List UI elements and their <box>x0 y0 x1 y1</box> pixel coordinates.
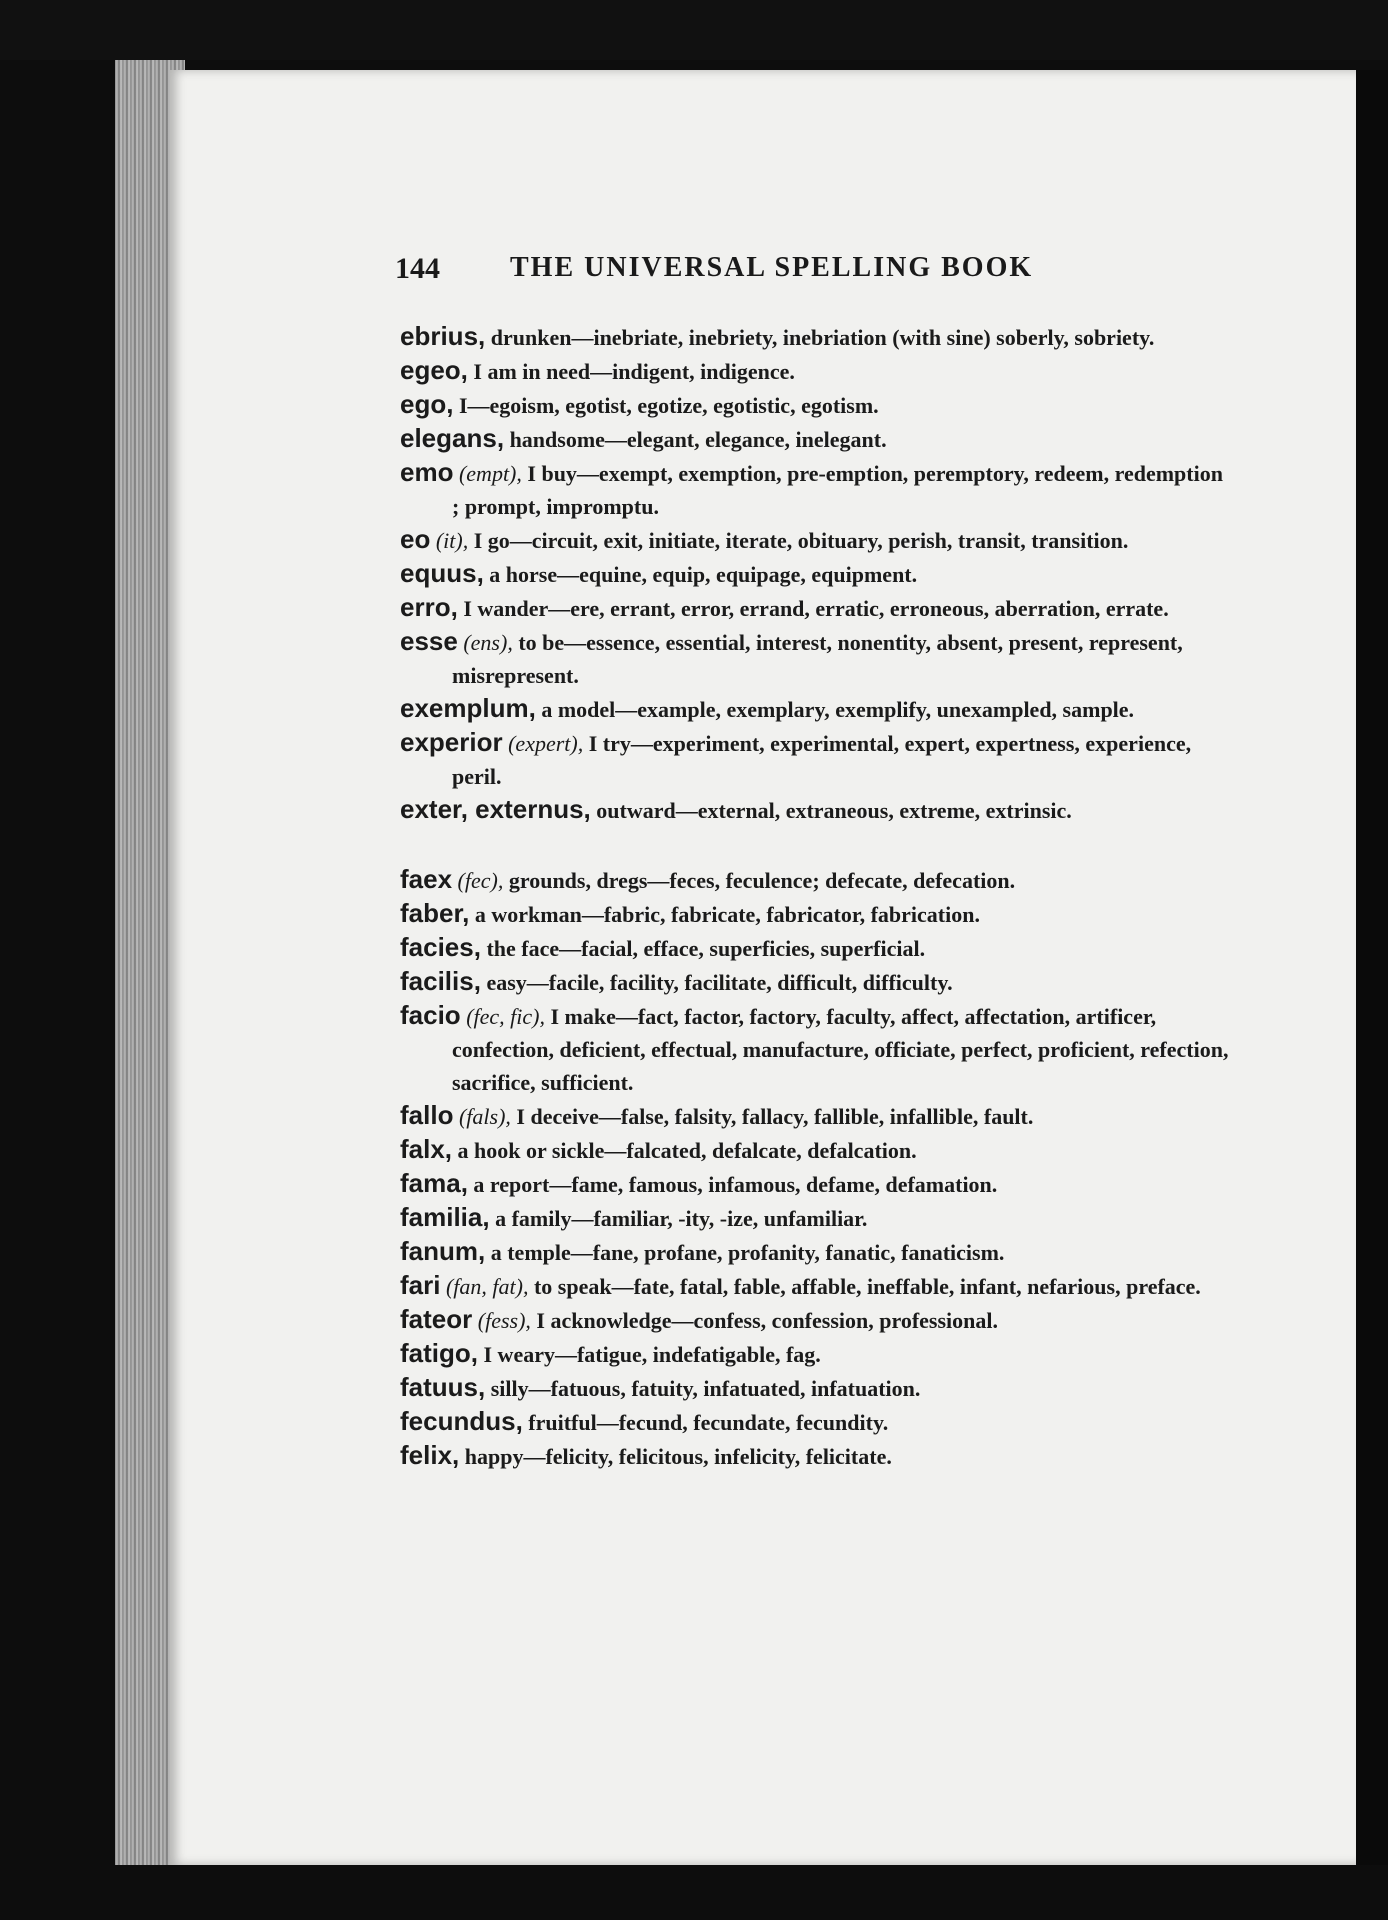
dictionary-entry <box>400 1269 1230 1303</box>
entry-definition: I try—experiment, experimental, expert, expertness, experience, peril. <box>452 731 1192 789</box>
dictionary-entry <box>400 863 1230 897</box>
entry-headword: facies, <box>400 932 481 962</box>
entry-headword: equus, <box>400 558 484 588</box>
entry-headword: exter, externus, <box>400 794 591 824</box>
entry-headword: fallo <box>400 1100 454 1130</box>
scan-right-edge <box>1356 70 1388 1865</box>
entry-headword: erro, <box>400 592 458 622</box>
entry-root-note: (empt), <box>453 461 522 486</box>
entry-headword: fatuus, <box>400 1372 486 1402</box>
entry-headword: esse <box>400 626 458 656</box>
entry-definition: a hook or sickle—falcated, defalcate, defalcation. <box>452 1138 917 1163</box>
dictionary-entry <box>400 1167 1230 1201</box>
entry-headword: egeo, <box>400 355 468 385</box>
entry-definition: handsome—elegant, elegance, inelegant. <box>504 427 887 452</box>
entry-definition: to speak—fate, fatal, fable, affable, ineffable, infant, nefarious, preface. <box>528 1274 1201 1299</box>
entry-root-note: (fec), <box>452 868 504 893</box>
dictionary-entry <box>400 1337 1230 1371</box>
entry-headword: faber, <box>400 898 470 928</box>
entry-definition: I—egoism, egotist, egotize, egotistic, egotism. <box>453 393 879 418</box>
dictionary-entry <box>400 557 1230 591</box>
entry-definition: I make—fact, factor, factory, faculty, affect, affectation, artificer, confection, deficient, effectual, manufacture, officiate, perfect, proficient, refection, sacrifice, sufficient. <box>452 1004 1229 1095</box>
entry-headword: fatigo, <box>400 1338 478 1368</box>
entry-root-note: (ens), <box>457 630 513 655</box>
entry-definition: grounds, dregs—feces, feculence; defecate, defecation. <box>503 868 1016 893</box>
entry-root-note: (fess), <box>472 1308 531 1333</box>
dictionary-entry <box>400 354 1230 388</box>
dictionary-entry <box>400 1303 1230 1337</box>
entry-definition: a report—fame, famous, infamous, defame, defamation. <box>467 1172 998 1197</box>
entry-definition: a workman—fabric, fabricate, fabricator, fabrication. <box>469 902 980 927</box>
entry-headword: fama, <box>400 1168 468 1198</box>
entry-headword: faex <box>400 864 453 894</box>
entry-definition: the face—facial, efface, superficies, superficial. <box>480 936 926 961</box>
dictionary-entry <box>400 726 1230 793</box>
dictionary-entry <box>400 320 1230 354</box>
scan-background <box>0 0 1388 60</box>
dictionary-entry <box>400 1371 1230 1405</box>
entry-headword: fanum, <box>400 1236 486 1266</box>
entry-definition: I acknowledge—confess, confession, professional. <box>530 1308 999 1333</box>
dictionary-entry <box>400 931 1230 965</box>
entry-definition: silly—fatuous, fatuity, infatuated, infatuation. <box>485 1376 921 1401</box>
entry-headword: familia, <box>400 1202 490 1232</box>
entry-headword: felix, <box>400 1440 460 1470</box>
page-number: 144 <box>395 252 440 285</box>
entry-definition: I wander—ere, errant, error, errand, erratic, erroneous, aberration, errate. <box>457 596 1169 621</box>
entry-headword: falx, <box>400 1134 453 1164</box>
entry-root-note: (fec, fic), <box>460 1004 545 1029</box>
dictionary-entry <box>400 692 1230 726</box>
dictionary-entry <box>400 591 1230 625</box>
dictionary-entry <box>400 1405 1230 1439</box>
entry-headword: fateor <box>400 1304 473 1334</box>
dictionary-entry <box>400 456 1230 523</box>
entry-headword: emo <box>400 457 454 487</box>
entry-headword: ebrius, <box>400 321 486 351</box>
dictionary-entry <box>400 1235 1230 1269</box>
entry-definition: to be—essence, essential, interest, nonentity, absent, present, represent, misrepresent. <box>452 630 1183 688</box>
entry-definition: a horse—equine, equip, equipage, equipment. <box>483 562 918 587</box>
dictionary-entry <box>400 523 1230 557</box>
entry-definition: drunken—inebriate, inebriety, inebriation (with sine) soberly, sobriety. <box>485 325 1155 350</box>
entry-definition: outward—external, extraneous, extreme, extrinsic. <box>590 798 1072 823</box>
dictionary-entry <box>400 1439 1230 1473</box>
entry-definition: a family—familiar, -ity, -ize, unfamiliar. <box>489 1206 868 1231</box>
entry-definition: happy—felicity, felicitous, infelicity, felicitate. <box>459 1444 892 1469</box>
entry-definition: I weary—fatigue, indefatigable, fag. <box>478 1342 821 1367</box>
entry-definition: fruitful—fecund, fecundate, fecundity. <box>522 1410 889 1435</box>
entry-root-note: (fan, fat), <box>440 1274 529 1299</box>
entry-definition: a model—example, exemplary, exemplify, unexampled, sample. <box>535 697 1135 722</box>
entry-definition: easy—facile, facility, facilitate, difficult, difficulty. <box>480 970 953 995</box>
entry-headword: elegans, <box>400 423 505 453</box>
entry-headword: eo <box>400 524 431 554</box>
entry-root-note: (expert), <box>502 731 584 756</box>
entry-definition: I deceive—false, falsity, fallacy, fallible, infallible, fault. <box>510 1104 1034 1129</box>
dictionary-entry <box>400 388 1230 422</box>
entry-headword: exemplum, <box>400 693 536 723</box>
entry-definition: I go—circuit, exit, initiate, iterate, obituary, perish, transit, transition. <box>468 528 1129 553</box>
entry-headword: facio <box>400 1000 461 1030</box>
dictionary-entry <box>400 1201 1230 1235</box>
entry-headword: experior <box>400 727 503 757</box>
entry-definition: I am in need—indigent, indigence. <box>467 359 795 384</box>
dictionary-entry <box>400 965 1230 999</box>
entry-headword: ego, <box>400 389 454 419</box>
dictionary-entry <box>400 897 1230 931</box>
dictionary-entry <box>400 793 1230 827</box>
page-header <box>395 252 1095 286</box>
entry-root-note: (it), <box>430 528 469 553</box>
entry-root-note: (fals), <box>453 1104 511 1129</box>
dictionary-entry <box>400 625 1230 692</box>
dictionary-entries <box>400 320 1230 1473</box>
entry-definition: I buy—exempt, exemption, pre-emption, peremptory, redeem, redemption ; prompt, impromptu. <box>452 461 1223 519</box>
entry-headword: fari <box>400 1270 441 1300</box>
entry-headword: facilis, <box>400 966 481 996</box>
dictionary-entry <box>400 1133 1230 1167</box>
entry-definition: a temple—fane, profane, profanity, fanatic, fanaticism. <box>485 1240 1005 1265</box>
dictionary-entry <box>400 422 1230 456</box>
entry-headword: fecundus, <box>400 1406 523 1436</box>
dictionary-entry <box>400 999 1230 1099</box>
dictionary-entry <box>400 1099 1230 1133</box>
running-title: THE UNIVERSAL SPELLING BOOK <box>510 252 1034 283</box>
